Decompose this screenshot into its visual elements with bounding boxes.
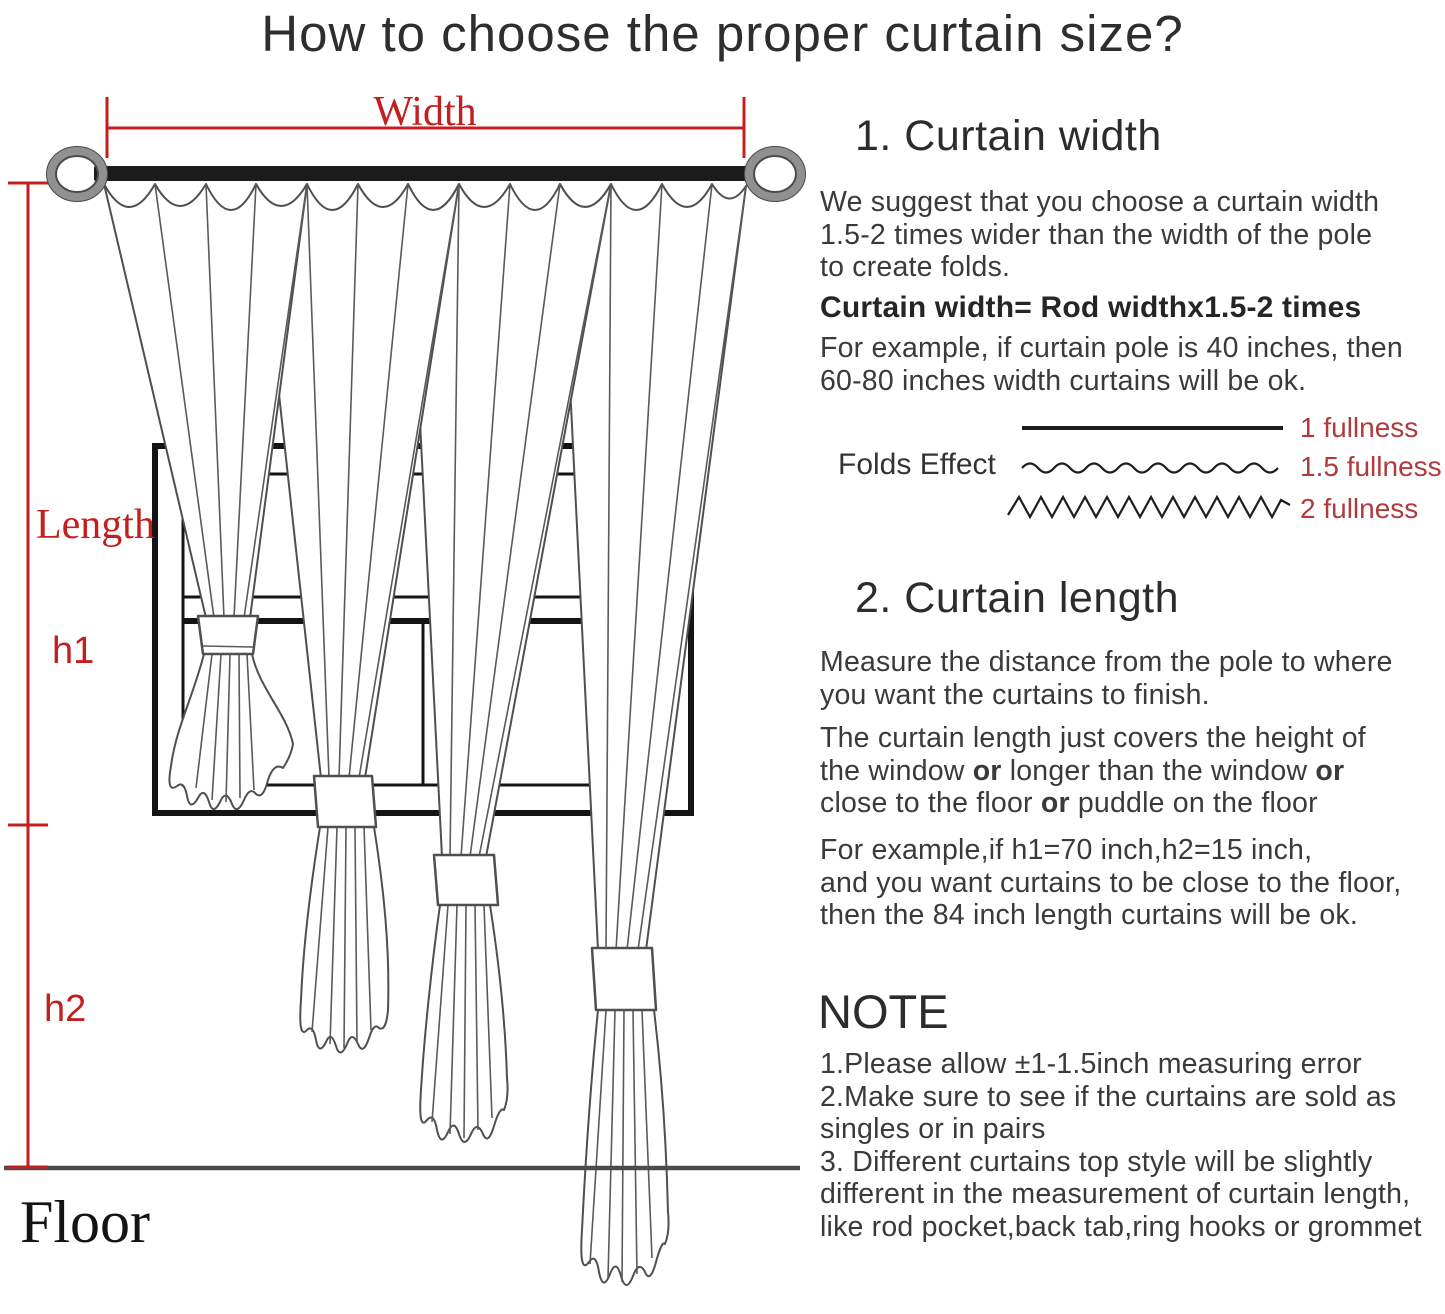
note-list <box>820 1048 1422 1243</box>
section1-paragraph-2 <box>820 332 1403 397</box>
text-segment: close to the floor <box>820 787 1041 819</box>
text-line: to create folds. <box>820 251 1011 283</box>
rod-ring-right <box>745 147 805 201</box>
note-line: singles or in pairs <box>820 1113 1046 1145</box>
section2-paragraph-2 <box>820 722 1366 820</box>
note-line: like rod pocket,back tab,ring hooks or grommet <box>820 1210 1422 1243</box>
text-segment: puddle on the floor <box>1069 787 1318 819</box>
tieback-1 <box>198 616 258 654</box>
text-line: For example, if curtain pole is 40 inches, then <box>820 332 1403 364</box>
curtain-fan-4 <box>560 184 746 1285</box>
note-heading: NOTE <box>818 985 949 1038</box>
floor-label: Floor <box>20 1189 151 1255</box>
fullness-line-small-wave <box>1022 464 1278 473</box>
page-title: How to choose the proper curtain size? <box>261 5 1184 62</box>
folds-effect-lines <box>1008 428 1290 517</box>
tieback-3 <box>434 855 498 905</box>
tieback-4 <box>592 948 656 1010</box>
fullness-1-label: 1 fullness <box>1300 412 1419 443</box>
text-line: For example,if h1=70 inch,h2=15 inch, <box>820 834 1313 866</box>
text-line: We suggest that you choose a curtain width <box>820 186 1380 218</box>
rod-ring-left <box>47 147 107 201</box>
text-segment: longer than the window <box>1001 754 1316 787</box>
section2-heading: 2. Curtain length <box>855 574 1180 622</box>
section2-paragraph-1 <box>820 646 1393 711</box>
note-line: different in the measurement of curtain length, <box>820 1178 1411 1210</box>
text-line: and you want curtains to be close to the floor, <box>820 866 1402 899</box>
note-line: 2.Make sure to see if the curtains are sold as <box>820 1080 1397 1113</box>
tieback-2 <box>314 776 376 827</box>
text-line <box>820 755 1366 788</box>
note-line: 1.Please allow ±1-1.5inch measuring error <box>820 1048 1362 1080</box>
width-measure-label: Width <box>373 89 477 135</box>
text-segment-bold: or <box>1040 787 1070 819</box>
h1-measure-label: h1 <box>52 630 95 672</box>
text-line: Measure the distance from the pole to where <box>820 646 1393 678</box>
note-line: 3. Different curtains top style will be slightly <box>820 1145 1373 1178</box>
fullness-line-large-zigzag <box>1008 497 1290 517</box>
text-line: then the 84 inch length curtains will be ok. <box>820 899 1358 931</box>
h2-measure-label: h2 <box>44 988 87 1030</box>
text-line: The curtain length just covers the height of <box>820 722 1366 754</box>
text-line <box>820 787 1366 820</box>
fullness-1-5-label: 1.5 fullness <box>1300 451 1442 482</box>
text-segment-bold: or <box>972 754 1002 787</box>
folds-effect-label: Folds Effect <box>838 448 996 481</box>
section1-heading: 1. Curtain width <box>855 112 1162 160</box>
section1-paragraph-1 <box>820 186 1379 284</box>
text-line: 1.5-2 times wider than the width of the pole <box>820 218 1373 251</box>
section2-paragraph-3 <box>820 834 1401 932</box>
fullness-2-label: 2 fullness <box>1300 493 1419 524</box>
length-measure-label: Length <box>36 502 155 548</box>
text-segment: the window <box>820 754 973 787</box>
text-segment-bold: or <box>1315 754 1345 787</box>
text-line: 60-80 inches width curtains will be ok. <box>820 364 1307 397</box>
curtain-width-formula: Curtain width= Rod widthx1.5-2 times <box>820 291 1362 324</box>
text-line: you want the curtains to finish. <box>820 678 1210 711</box>
